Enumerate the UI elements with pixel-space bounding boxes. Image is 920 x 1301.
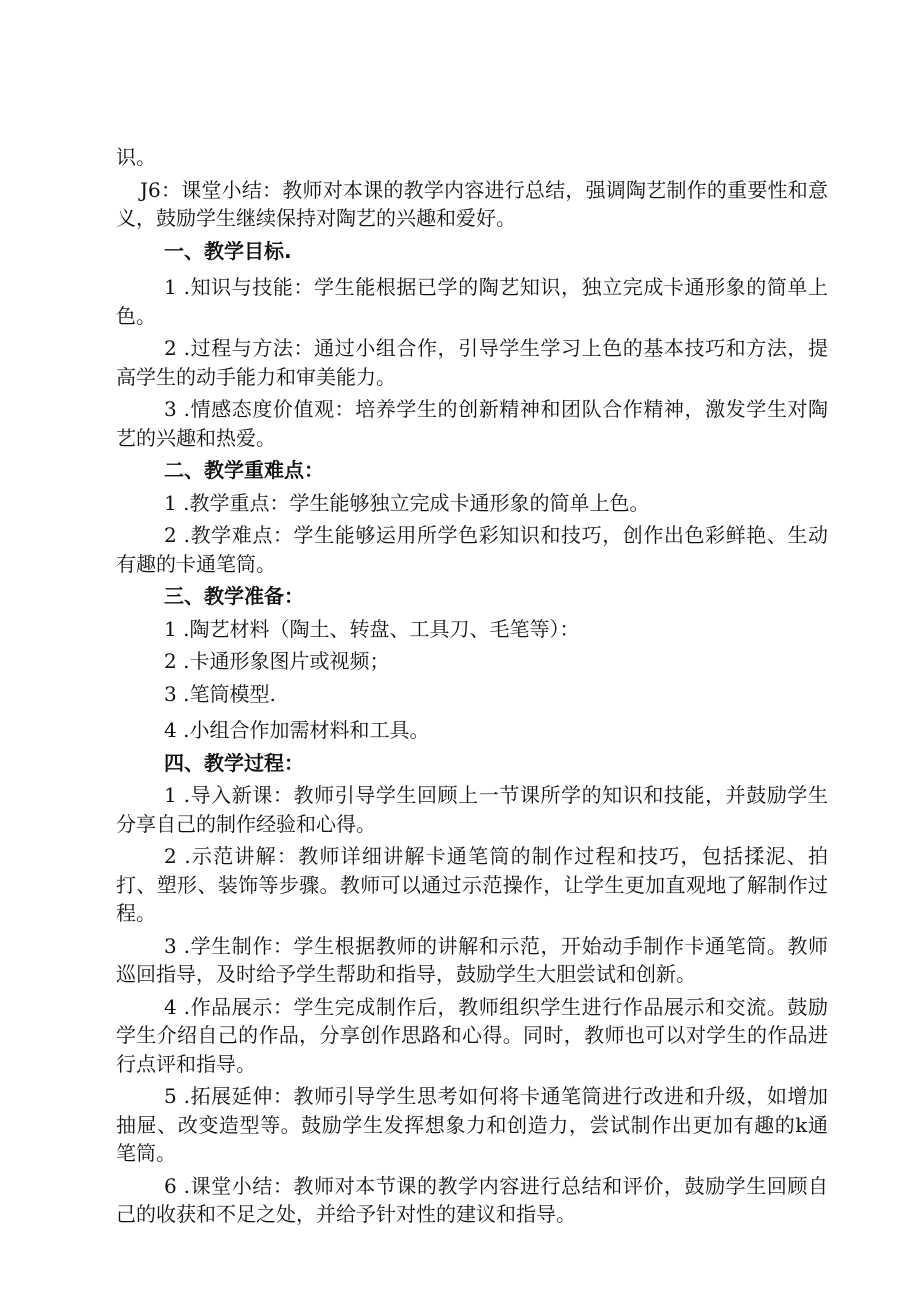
heading-key-points: 二、教学重难点：	[164, 458, 324, 482]
process-item-2: 2 .示范讲解：教师详细讲解卡通笔筒的制作过程和技巧，包括揉泥、拍打、塑形、装饰等步骤。教师可以通过示范操作，让学生更加直观地了解制作过程。	[116, 844, 828, 925]
key-point-item-1: 1 .教学重点：学生能够独立完成卡通形象的简单上色。	[164, 490, 650, 515]
process-item-6: 6 .课堂小结：教师对本节课的教学内容进行总结和评价，鼓励学生回顾自己的收获和不足之处，并给予针对性的建议和指导。	[116, 1173, 828, 1226]
preparation-item-3: 3 .笔筒模型.	[164, 681, 276, 706]
document-body	[116, 143, 828, 1233]
process-item-3: 3 .学生制作：学生根据教师的讲解和示范，开始动手制作卡通笔筒。教师巡回指导，及时给予学生帮助和指导，鼓励学生大胆尝试和创新。	[116, 933, 828, 986]
heading-teaching-goals: 一、教学目标.	[164, 238, 292, 263]
preparation-item-2: 2 .卡通形象图片或视频；	[164, 649, 390, 673]
process-item-1: 1 .导入新课：教师引导学生回顾上一节课所学的知识和技能，并鼓励学生分享自己的制作经验和心得。	[116, 783, 828, 836]
preparation-item-4: 4 .小组合作加需材料和工具。	[164, 718, 430, 742]
heading-teaching-process: 四、教学过程：	[164, 750, 304, 775]
key-point-item-2: 2 .教学难点：学生能够运用所学色彩知识和技巧，创作出色彩鲜艳、生动有趣的卡通笔筒。	[116, 523, 828, 576]
goal-item-1: 1 .知识与技能：学生能根据已学的陶艺知识，独立完成卡通形象的简单上色。	[116, 275, 828, 328]
heading-preparation: 三、教学准备：	[164, 584, 304, 608]
goal-item-3: 3 .情感态度价值观：培养学生的创新精神和团队合作精神，激发学生对陶艺的兴趣和热爱。	[116, 397, 828, 450]
process-item-5: 5 .拓展延伸：教师引导学生思考如何将卡通笔筒进行改进和升级，如增加抽屉、改变造型等。鼓励学生发挥想象力和创造力，尝试制作出更加有趣的k通笔筒。	[116, 1084, 828, 1165]
preparation-item-1: 1 .陶艺材料（陶土、转盘、工具刀、毛笔等）：	[164, 616, 580, 641]
process-item-4: 4 .作品展示：学生完成制作后，教师组织学生进行作品展示和交流。鼓励学生介绍自己的作品，分享创作思路和心得。同时，教师也可以对学生的作品进行点评和指导。	[116, 994, 828, 1076]
goal-item-2: 2 .过程与方法：通过小组合作，引导学生学习上色的基本技巧和方法，提高学生的动手能力和审美能力。	[116, 336, 828, 389]
paragraph-continuation: 识。	[116, 145, 156, 169]
paragraph-j6-summary: J6：课堂小结：教师对本课的教学内容进行总结，强调陶艺制作的重要性和意义，鼓励学生继续保持对陶艺的兴趣和爱好。	[116, 177, 828, 230]
